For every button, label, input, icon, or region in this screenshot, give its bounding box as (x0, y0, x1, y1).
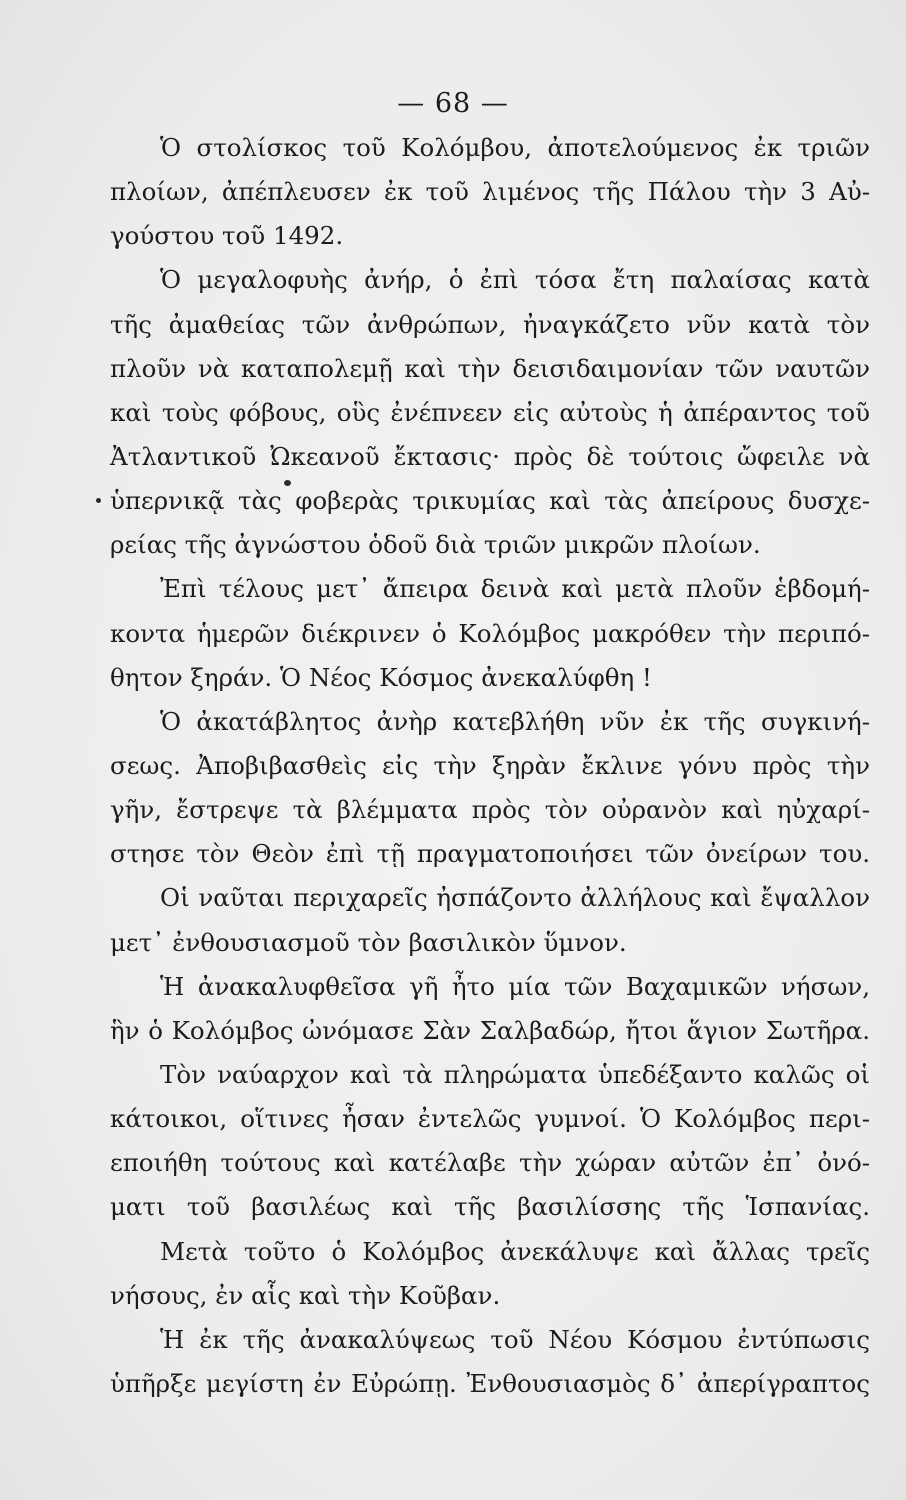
text-line: Ἐπὶ τέλους μετ᾽ ἄπειρα δεινὰ καὶ μετὰ πλοῦν ἑβδομή- (160, 574, 870, 604)
text-line: Ὁ ἀκατάβλητος ἀνὴρ κατεβλήθη νῦν ἐκ τῆς συγκινή- (160, 706, 870, 736)
text-line: Ἀτλαντικοῦ Ὠκεανοῦ ἔκτασις· πρὸς δὲ τούτοις ὤφειλε νὰ (110, 441, 870, 471)
text-line: νήσους, ἐν αἷς καὶ τὴν Κοῦβαν. (110, 1280, 501, 1310)
text-line: κοντα ἡμερῶν διέκρινεν ὁ Κολόμβος μακρόθεν τὴν περιπό- (110, 618, 870, 648)
text-line: ὑπῆρξε μεγίστη ἐν Εὐρώπῃ. Ἐνθουσιασμὸς δ᾽ ἀπερίγραπτος (110, 1368, 870, 1398)
text-line: Ἡ ἐκ τῆς ἀνακαλύψεως τοῦ Νέου Κόσμου ἐντύπωσις (160, 1324, 870, 1354)
text-line: Ἡ ἀνακαλυφθεῖσα γῆ ἦτο μία τῶν Βαχαμικῶν νήσων, (160, 971, 870, 1001)
page-number: — 68 — (397, 88, 509, 119)
text-line: μετ᾽ ἐνθουσιασμοῦ τὸν βασιλικὸν ὕμνον. (110, 927, 627, 957)
text-line: πλοίων, ἀπέπλευσεν ἐκ τοῦ λιμένος τῆς Πάλου τὴν 3 Αὐ- (110, 177, 870, 207)
text-line: Μετὰ τοῦτο ὁ Κολόμβος ἀνεκάλυψε καὶ ἄλλας τρεῖς (160, 1236, 870, 1266)
body-text (110, 126, 870, 1406)
ink-speck (96, 498, 101, 503)
text-line: Τὸν ναύαρχον καὶ τὰ πληρώματα ὑπεδέξαντο καλῶς οἱ (160, 1059, 870, 1089)
text-line: πλοῦν νὰ καταπολεμῇ καὶ τὴν δεισιδαιμονίαν τῶν ναυτῶν (110, 353, 870, 383)
text-line: Οἱ ναῦται περιχαρεῖς ἠσπάζοντο ἀλλήλους καὶ ἔψαλλον (160, 883, 870, 913)
text-line: γῆν, ἔστρεψε τὰ βλέμματα πρὸς τὸν οὐρανὸν καὶ ηὐχαρί- (110, 795, 870, 825)
text-line: Ὁ στολίσκος τοῦ Κολόμβου, ἀποτελούμενος ἐκ τριῶν (160, 133, 870, 162)
text-line: ἣν ὁ Κολόμβος ὠνόμασε Σὰν Σαλβαδώρ, ἤτοι ἅγιον Σωτῆρα. (110, 1015, 870, 1045)
text-line: σεως. Ἀποβιβασθεὶς εἰς τὴν ξηρὰν ἔκλινε γόνυ πρὸς τὴν (110, 750, 870, 780)
ink-speck (284, 480, 291, 486)
text-line: ὑπερνικᾷ τὰς φοβερὰς τρικυμίας καὶ τὰς ἀπείρους δυσχε- (110, 486, 870, 516)
text-line: γούστου τοῦ 1492. (110, 221, 344, 251)
text-line: καὶ τοὺς φόβους, οὓς ἐνέπνεεν εἰς αὐτοὺς ἡ ἀπέραντος τοῦ (110, 397, 870, 427)
text-line: Ὁ μεγαλοφυὴς ἀνήρ, ὁ ἐπὶ τόσα ἔτη παλαίσας κατὰ (160, 265, 870, 295)
text-line: τῆς ἀμαθείας τῶν ἀνθρώπων, ἠναγκάζετο νῦν κατὰ τὸν (110, 309, 870, 339)
text-line: θητον ξηράν. Ὁ Νέος Κόσμος ἀνεκαλύφθη ! (110, 662, 652, 692)
text-line: εποιήθη τούτους καὶ κατέλαβε τὴν χώραν αὐτῶν ἐπ᾽ ὀνό- (110, 1148, 870, 1178)
text-line: στησε τὸν Θεὸν ἐπὶ τῇ πραγματοποιήσει τῶν ὀνείρων του. (110, 839, 870, 869)
text-line: ματι τοῦ βασιλέως καὶ τῆς βασιλίσσης τῆς Ἱσπανίας. (110, 1192, 870, 1222)
text-line: κάτοικοι, οἵτινες ἦσαν ἐντελῶς γυμνοί. Ὁ Κολόμβος περι- (110, 1104, 870, 1134)
text-line: ρείας τῆς ἀγνώστου ὁδοῦ διὰ τριῶν μικρῶν πλοίων. (110, 530, 761, 560)
